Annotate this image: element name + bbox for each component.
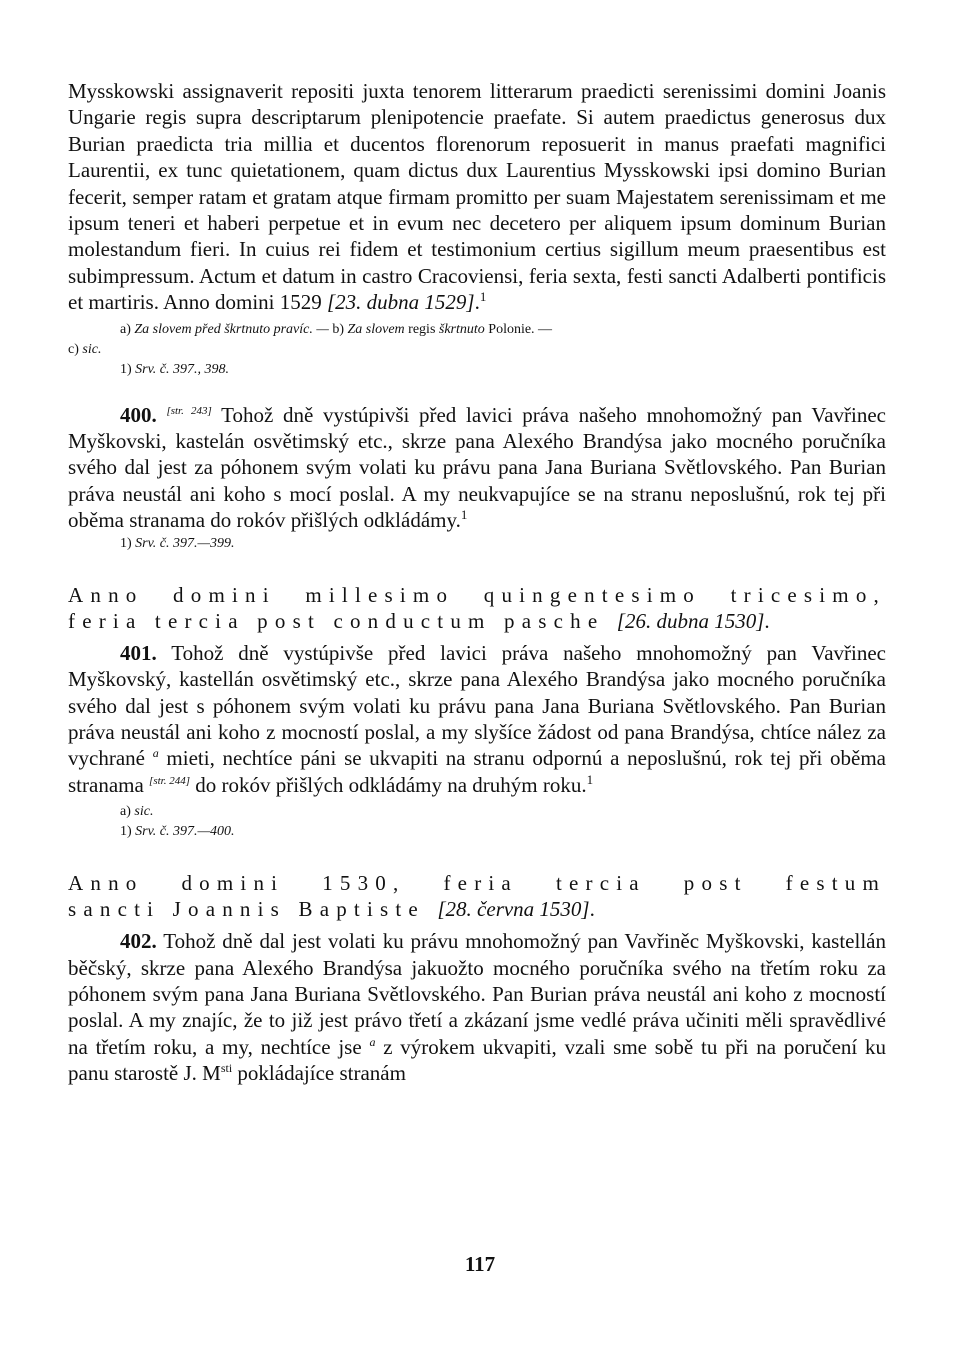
footnote-text: sic. [82,341,102,357]
footnote-marker: 1) [120,824,132,840]
footnote-text: škrtnuto [438,321,485,337]
document-page [68,78,886,1087]
entry-text: pokládajíce stranám [237,1061,406,1086]
page-reference: [str. 244] [149,774,191,787]
heading-line [68,896,886,922]
footnote-text: Srv. č. 397.—399. [135,535,235,551]
opening-paragraph [68,78,886,316]
footnote-ref: 1 [460,507,468,523]
entry-text: Tohož dně vystúpivše před lavici práva našeho mnohomožný pan Vavřinec Myškovský, kastellán osvětimský etc., skrze pana Alexého Brandýsa jako mocného poručníka svého dal jest s póhonem svým volati ku právu pana Jana Buriana Světlovského. Pan Burian práva neustál ani koho z mocností poslal, a my slyšíce žádost od pana Brandýsa, chtíce nález za vychrané [68,640,886,771]
footnote-c [68,340,886,360]
footnote-marker: b) [332,321,344,337]
footnote-1 [120,822,886,842]
footnote-ref: a [369,1034,376,1049]
footnote-marker: 1) [120,535,132,551]
entry-number: 402. [120,929,157,954]
heading-date: [26. dubna 1530] [616,608,765,633]
footnote-1 [120,360,886,380]
footnote-marker: a) [120,321,131,337]
footnote-text: Za slovem před škrtnuto pravíc. — [134,321,329,337]
entry-text: Tohož dně dal jest volati ku právu mnohomožný pan Vavřiněc Myškovski, kastellán běčský, skrze pana Alexého Brandýsa jakuožto mocného poručníka svého na třetím roku za póhonem svým pana Jana Buriana Světlovského. Pan Burian práva neustál ani koho z mocností poslal. A my znajíc, že to již jest právo třetí a zkázaní jsme vedlé práva učiniti měli spravědlivé na třetím roku, a my, nechtíce jse [68,929,886,1059]
opening-end: . [474,290,480,315]
section-heading-1 [68,582,886,634]
page-reference: [str. 243] [166,404,212,417]
entry-402 [68,928,886,1086]
footnote-text: Polonie. — [488,321,553,337]
opening-date: [23. dubna 1529] [326,290,475,315]
footnote-text: regis [408,321,436,337]
footnotes-400 [120,534,886,554]
footnote-text: Srv. č. 397.—400. [135,824,235,840]
footnote-text: sic. [134,804,154,820]
entry-number: 401. [120,640,157,665]
footnote-ref: a [152,746,159,761]
section-heading-2 [68,870,886,922]
footnote-marker: c) [68,341,79,357]
page-number: 117 [464,1252,496,1276]
footnote-text: Za slovem [347,321,405,337]
footnote-ref: 1 [479,289,487,305]
footnote-marker: a) [120,804,131,820]
heading-line [68,608,886,634]
heading-date: [28. června 1530] [437,897,590,922]
heading-line: Anno domini 1530, feria tercia post festum [68,871,886,896]
footnote-text: Srv. č. 397., 398. [135,361,230,377]
entry-401 [68,640,886,798]
heading-end: . [764,608,770,633]
footnote-ref: 1 [586,771,594,787]
entry-text: z výrokem ukvapiti, vzali sme sobě tu při na poručení ku panu starostě J. M [68,1034,887,1086]
footnote-a-b [120,320,886,340]
footnotes-401 [120,802,886,842]
entry-number: 400. [120,402,157,427]
superscript-abbrev: sti [220,1061,233,1076]
heading-text: feria tercia post conductum pasche [68,608,605,633]
opening-text: Mysskowski assignaverit repositi juxta tenorem litterarum praedicti serenissimi domini Joanis Ungarie regis supra descriptarum plenipotencie praefate. Si autem praedictus generosus dux Burian praedicta tria millia et ducentos florenorum reposuerit in manus praefati magnifici Laurentii, ex tunc quietationem, quam dictus dux Laurentius Mysskowski ipsi domino Burian fecerit, semper ratam et gratam atque firmam promitto per suam Majestatem serenissimam et me ipsum teneri et haberi perpetue et in evum nec decetero per aliquem ipsum dominum Burian molestandum fieri. In cuius rei fidem et testimonium certius sigillum meum praesentibus est subimpressum. Actum et datum in castro Cracoviensi, feria sexta, festi sancti Adalberti pontificis et martiris. Anno domini 1529 [68,79,886,315]
heading-text: sancti Joannis Baptiste [68,897,425,922]
footnotes-opening [68,320,886,380]
entry-text: do rokóv přišlých odkládámy na druhým roku. [195,772,587,797]
heading-line: Anno domini millesimo quingentesimo tricesimo, [68,582,886,607]
entry-text: mieti, nechtíce páni se ukvapiti na stranu odpornú a neposlušnú, rok tej při oběma stranama [68,746,887,797]
footnote-marker: 1) [120,361,132,377]
entry-text: Tohož dně vystúpivši před lavici práva našeho mnohomožný pan Vavřinec Myškovski, kastelán osvětimský etc., skrze pana Alexého Brandýsa jako mocného poručníka svého dal jest za póhonem svým volati ku právu pana Jana Buriana Světlovského. Pan Burian práva neustál ani koho s mocí poslal. A my neukvapujíce se na stranu neposlušnú, rok tej při oběma stranama do rokóv přišlých odkládámy. [68,402,887,533]
footnote-a [120,802,886,822]
entry-400 [68,402,886,534]
heading-end: . [589,897,595,922]
